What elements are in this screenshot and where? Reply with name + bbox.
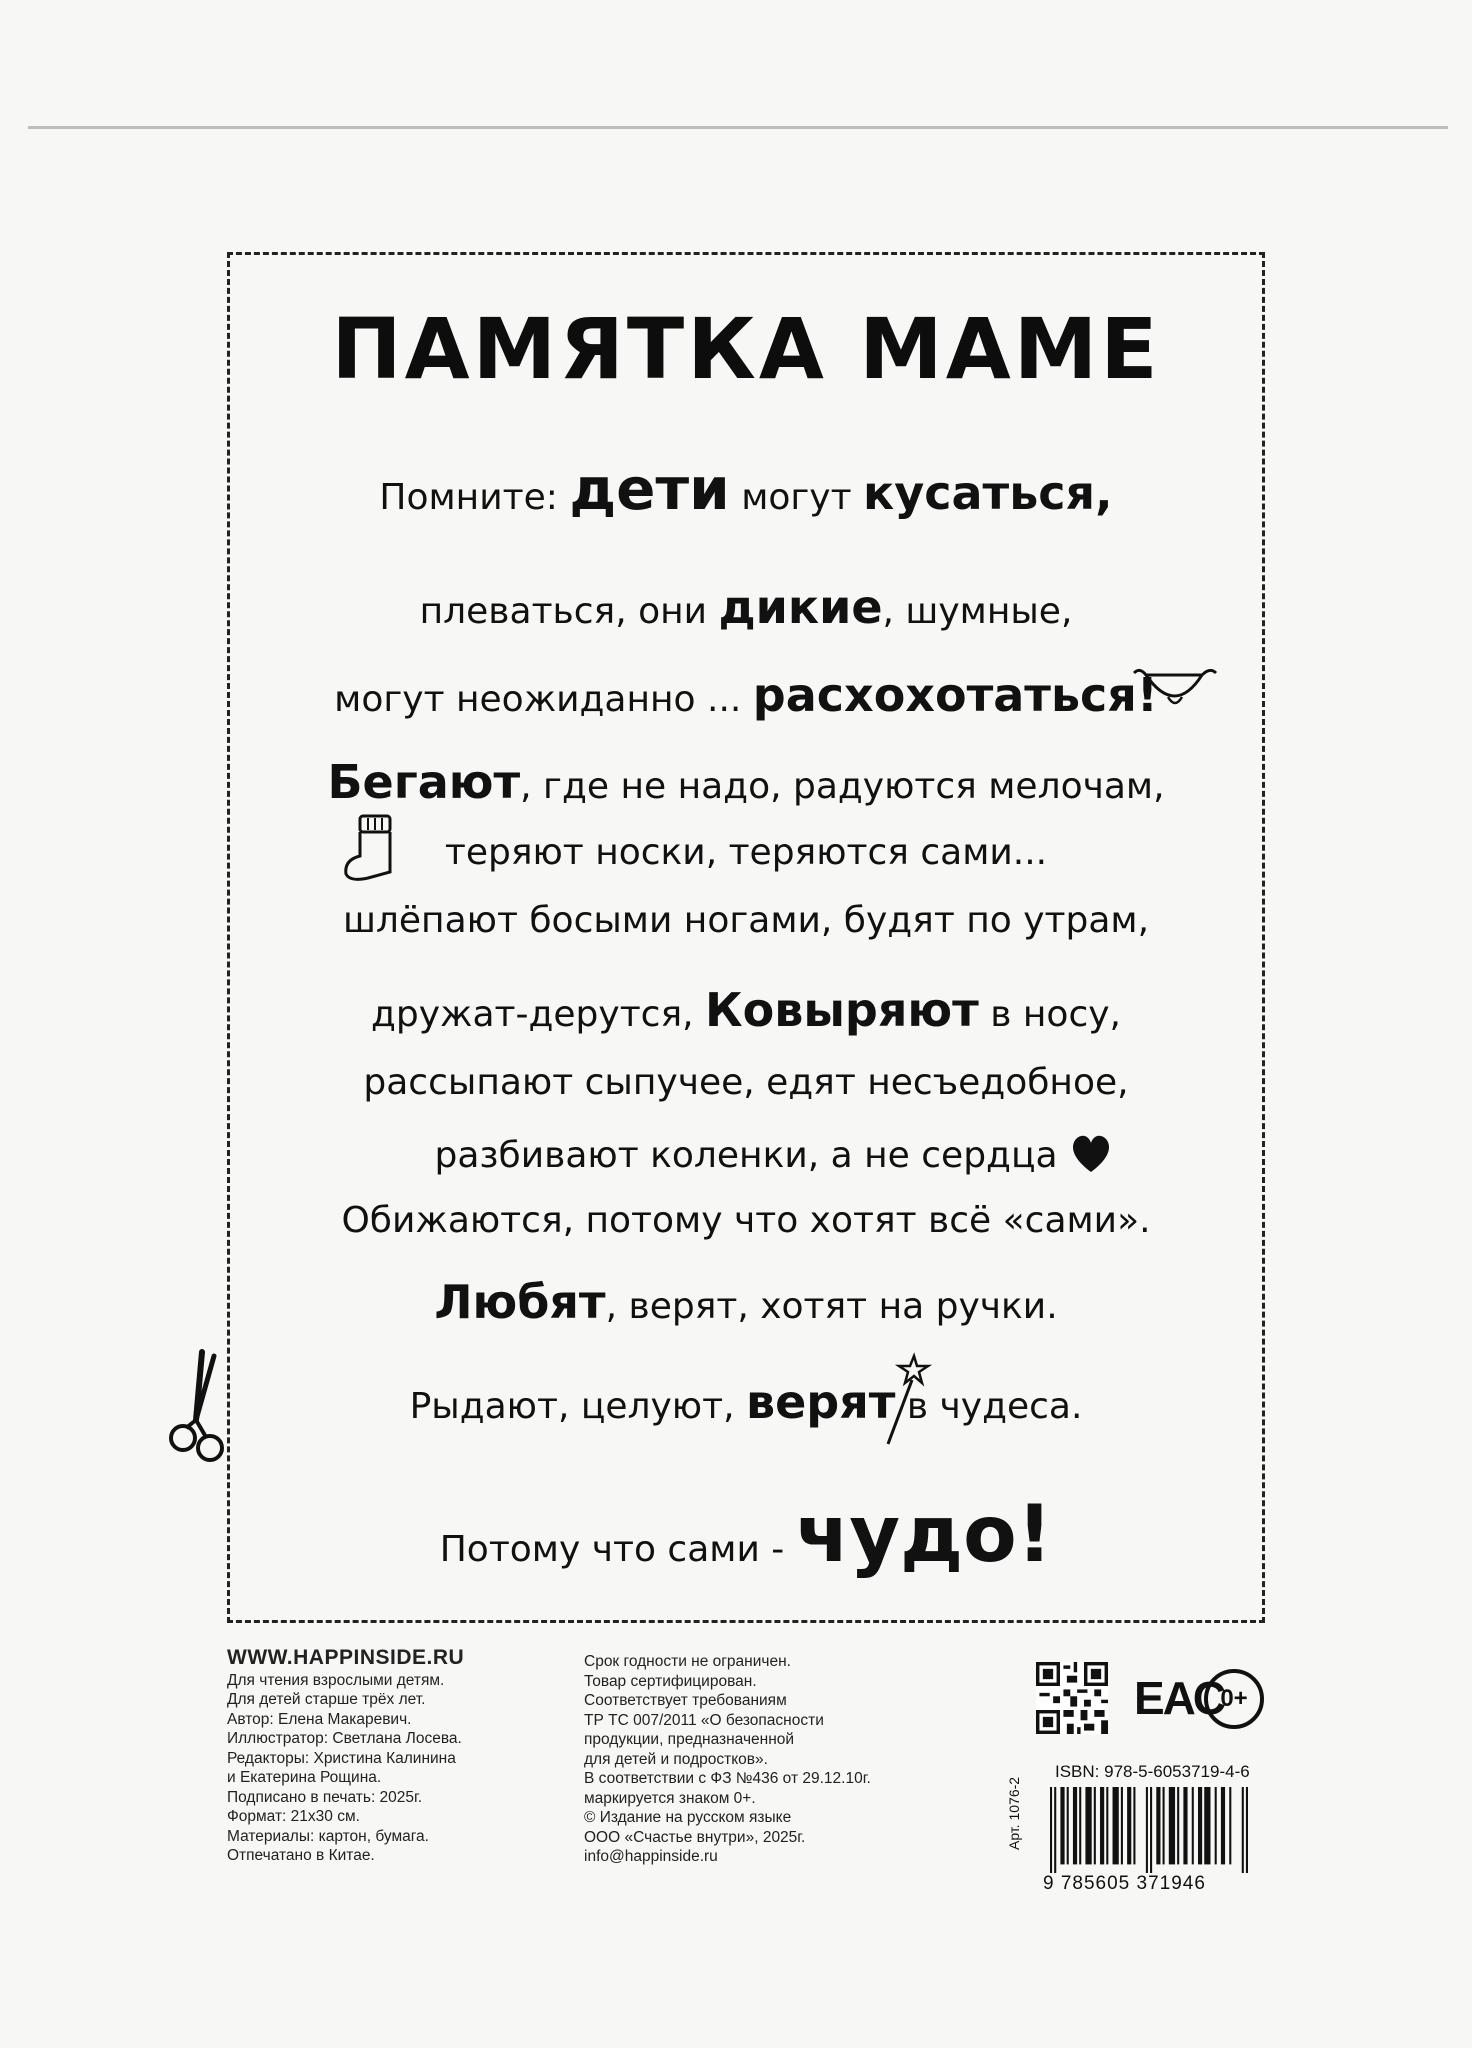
heart-icon bbox=[1068, 1130, 1114, 1176]
poem-emphasis: расхохотаться! bbox=[752, 668, 1158, 722]
imprint-column bbox=[227, 1648, 464, 1866]
imprint-line: Автор: Елена Макаревич. bbox=[227, 1710, 412, 1728]
poem-text: в чудеса. bbox=[895, 1386, 1083, 1427]
page-title: ПАМЯТКА МАМЕ bbox=[331, 300, 1161, 398]
imprint-line: Редакторы: Христина Калинина bbox=[227, 1749, 456, 1767]
poem-emphasis: Любят bbox=[434, 1275, 606, 1329]
cert-line: ТР ТС 007/2011 «О безопасности bbox=[584, 1711, 824, 1729]
poem-emphasis: Ковыряют bbox=[705, 983, 979, 1037]
cert-line: Срок годности не ограничен. bbox=[584, 1653, 791, 1670]
magic-wand-icon bbox=[882, 1352, 932, 1448]
poem-line-2 bbox=[227, 580, 1265, 634]
sock-icon bbox=[340, 812, 408, 884]
email-link[interactable]: info@happinside.ru bbox=[584, 1848, 718, 1865]
poem-line-5: теряют носки, теряются сами... bbox=[444, 832, 1048, 873]
barcode-number: 9 785605 371946 bbox=[1043, 1873, 1206, 1894]
imprint-line: Формат: 21x30 см. bbox=[227, 1808, 360, 1825]
poem-text: , верят, хотят на ручки. bbox=[605, 1286, 1058, 1327]
page-edge-line bbox=[28, 126, 1448, 129]
poem-text: Помните: bbox=[379, 477, 570, 518]
poem-text: могут bbox=[729, 477, 864, 518]
poem-emphasis: дети bbox=[569, 455, 730, 523]
cert-line: В соответствии с ФЗ №436 от 29.12.10г. bbox=[584, 1770, 871, 1787]
poem-line-6: шлёпают босыми ногами, будят по утрам, bbox=[342, 900, 1150, 941]
poem-emphasis: дикие bbox=[718, 580, 883, 634]
cert-line: Соответствует требованиям bbox=[584, 1692, 787, 1709]
website-link[interactable]: WWW.HAPPINSIDE.RU bbox=[227, 1646, 465, 1669]
poem-text: плеваться, они bbox=[419, 591, 719, 632]
eac-mark: ЕАС bbox=[1134, 1672, 1224, 1724]
poem-text: могут неожиданно ... bbox=[334, 679, 753, 720]
cert-line: ООО «Счастье внутри», 2025г. bbox=[584, 1828, 806, 1846]
poem-text: в носу, bbox=[978, 994, 1121, 1035]
imprint-line: Отпечатано в Китае. bbox=[227, 1847, 375, 1864]
poem-line-3 bbox=[227, 668, 1265, 722]
poem-emphasis: чудо! bbox=[795, 1490, 1053, 1580]
poem-line-13 bbox=[227, 1490, 1265, 1580]
cert-line: © Издание на русском языке bbox=[584, 1809, 792, 1826]
poem-line-8: рассыпают сыпучее, едят несъедобное, bbox=[363, 1062, 1129, 1103]
cert-line: продукции, предназначенной bbox=[584, 1731, 795, 1748]
certification-column bbox=[584, 1652, 871, 1867]
poem-text: Потому что сами - bbox=[439, 1529, 796, 1570]
isbn: ISBN: 978-5-6053719-4-6 bbox=[1055, 1762, 1250, 1781]
poem-line-7 bbox=[227, 983, 1265, 1037]
imprint-line: Для детей старше трёх лет. bbox=[227, 1691, 426, 1708]
article-number: Арт. 1076-2 bbox=[1006, 1776, 1022, 1850]
smile-icon bbox=[1130, 665, 1220, 715]
poem-text: , где не надо, радуются мелочам, bbox=[520, 766, 1165, 807]
imprint-line: Иллюстратор: Светлана Лосева. bbox=[227, 1730, 462, 1747]
poem-line-1 bbox=[227, 455, 1265, 523]
age-rating-badge: 0+ bbox=[1204, 1669, 1264, 1729]
scissors-icon bbox=[166, 1348, 232, 1468]
imprint-line: Для чтения взрослыми детям. bbox=[227, 1671, 445, 1689]
poem-emphasis: Бегают bbox=[327, 755, 521, 809]
barcode bbox=[1050, 1787, 1248, 1873]
poem-line-10: Обижаются, потому что хотят всё «сами». bbox=[341, 1200, 1151, 1241]
cert-line: Товар сертифицирован. bbox=[584, 1672, 757, 1690]
cert-line: маркируется знаком 0+. bbox=[584, 1789, 756, 1807]
poem-text: дружат-дерутся, bbox=[371, 994, 706, 1035]
poem-line-4 bbox=[227, 755, 1265, 809]
poem-text: Рыдают, целуют, bbox=[409, 1386, 746, 1427]
cert-line: для детей и подростков». bbox=[584, 1750, 768, 1768]
poem-text: , шумные, bbox=[882, 591, 1073, 632]
poem-line-12 bbox=[227, 1375, 1265, 1429]
qr-code[interactable] bbox=[1036, 1662, 1108, 1734]
poem-line-9: разбивают коленки, а не сердца bbox=[434, 1135, 1058, 1176]
poem-line-11 bbox=[227, 1275, 1265, 1329]
poem-emphasis: кусаться, bbox=[863, 466, 1113, 520]
poem-emphasis: верят bbox=[745, 1375, 896, 1429]
imprint-line: Подписано в печать: 2025г. bbox=[227, 1788, 423, 1806]
imprint-line: и Екатерина Рощина. bbox=[227, 1769, 382, 1786]
imprint-line: Материалы: картон, бумага. bbox=[227, 1827, 429, 1845]
